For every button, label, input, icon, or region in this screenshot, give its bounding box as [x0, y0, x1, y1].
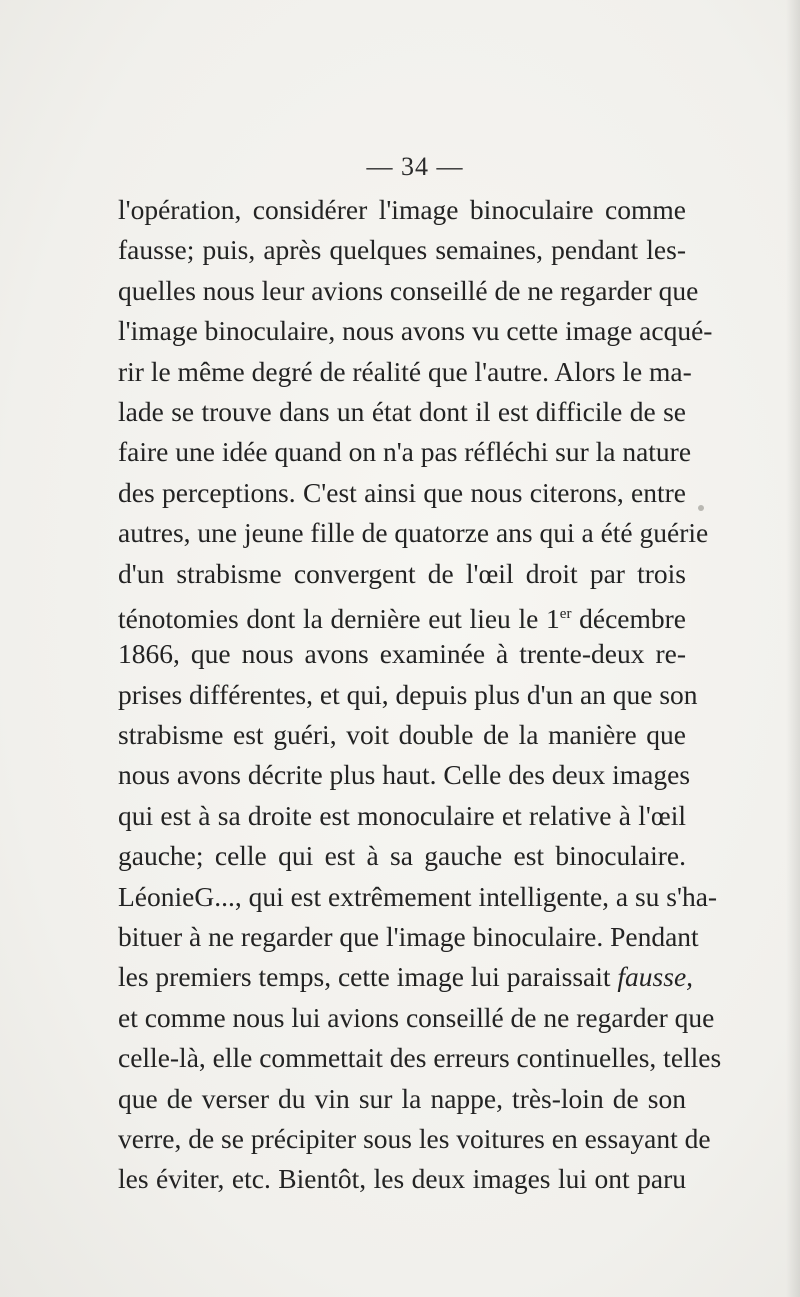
text-line: rir le même degré de réalité que l'autre. Alors le ma- [118, 355, 692, 387]
text-line: faire une idée quand on n'a pas réfléchi sur la nature [118, 436, 692, 468]
text-line: verre, de se précipiter sous les voitures en essayant de [118, 1122, 711, 1154]
body-text [118, 190, 722, 1200]
text-line: quelles nous leur avions conseillé de ne regarder que [118, 274, 699, 306]
text-line: qui est à sa droite est monoculaire et relative à l'œil [118, 799, 686, 831]
text-line: autres, une jeune fille de quatorze ans qui a été guérie [118, 517, 709, 549]
page-number: — 34 — [366, 152, 464, 181]
text-line: bituer à ne regarder que l'image binoculaire. Pendant [118, 921, 699, 953]
text-line: des perceptions. C'est ainsi que nous citerons, entre [118, 476, 686, 508]
text-line: nous avons décrite plus haut. Celle des deux images [118, 759, 691, 791]
text-line: l'image binoculaire, nous avons vu cette image acqué- [118, 315, 713, 347]
text-line: l'opération, considérer l'image binoculaire comme [118, 194, 686, 225]
text-line: fausse; puis, après quelques semaines, pendant les- [118, 234, 686, 266]
text-line: les éviter, etc. Bientôt, les deux images lui ont paru [118, 1163, 686, 1195]
text-line: gauche; celle qui est à sa gauche est binoculaire. [118, 840, 686, 872]
text-line: d'un strabisme convergent de l'œil droit par trois [118, 557, 686, 589]
text-line: lade se trouve dans un état dont il est difficile de se [118, 395, 686, 427]
text-line: ténotomies dont la dernière eut lieu le 1er décembre [118, 603, 687, 635]
text-line: que de verser du vin sur la nappe, très-loin de son [118, 1082, 686, 1114]
page-edge-shadow [786, 0, 800, 1297]
text-line: 1866, que nous avons examinée à trente-deux re- [118, 638, 686, 670]
text-line: celle-là, elle commettait des erreurs continuelles, telles [118, 1042, 722, 1074]
text-line: LéonieG..., qui est extrêmement intelligente, a su s'ha- [118, 880, 718, 912]
text-line: prises différentes, et qui, depuis plus d'un an que son [118, 678, 698, 710]
text-line: strabisme est guéri, voit double de la manière que [118, 719, 686, 751]
text-line: les premiers temps, cette image lui paraissait fausse, [118, 961, 694, 993]
paper-speck [698, 505, 704, 511]
text-line: et comme nous lui avions conseillé de ne regarder que [118, 1001, 715, 1033]
